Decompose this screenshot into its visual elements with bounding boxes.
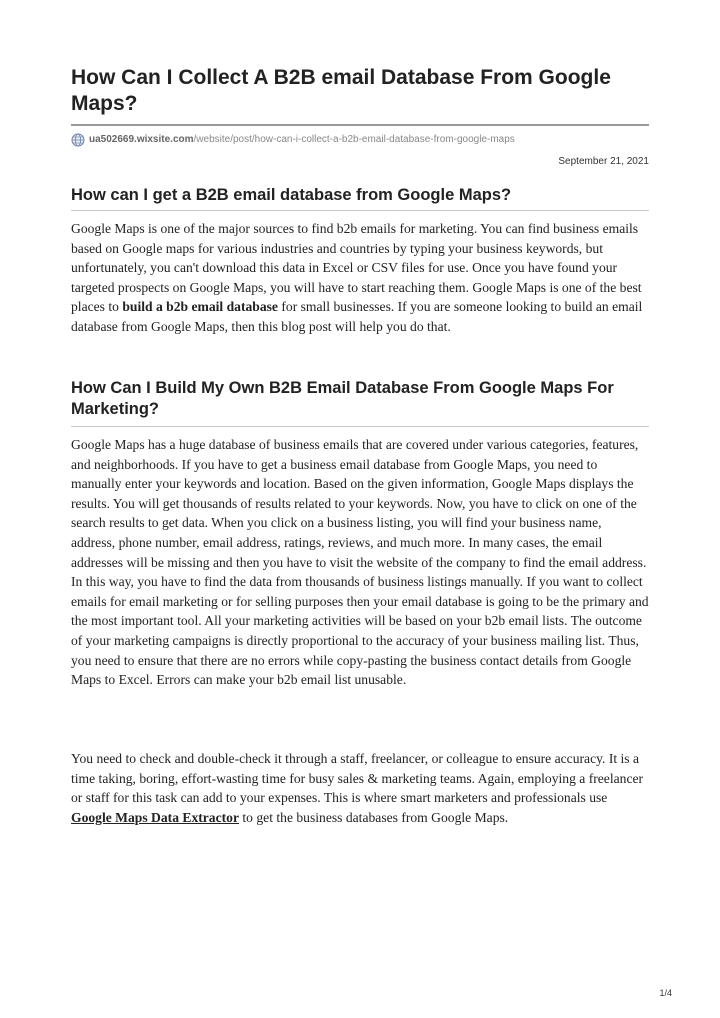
paragraph: Google Maps is one of the major sources to find b2b emails for marketing. You can find business emails based on Google maps for various industries and countries by typing your business keywords, but unfortunately, you can't download this data in Excel or CSV files for use. Once you have found your targeted prospects on Google Maps, you will have to start reaching them. Google Maps is one of the best places to build a b2b email database for small businesses. If you are someone looking to build an email database from Google Maps, then this blog post will help you do that. xyxy=(71,221,643,334)
source-domain[interactable]: ua502669.wixsite.com xyxy=(89,134,194,145)
paragraph: Google Maps has a huge database of business emails that are covered under various categories, features, and neighborhoods. If you have to get a business email database from Google Maps, you need to manually enter your keywords and location. Based on the given information, Google Maps displays the results. You will get thousands of results related to your keywords. Now, you have to click on one of the search results to get data. When you click on a business listing, you will find your business name, address, phone number, email address, ratings, reviews, and much more. In many cases, the email addresses will be missing and then you have to visit the website of the company to find the email address. In this way, you have to find the data from thousands of business listings manually. If you want to collect emails for email marketing or for selling purposes then your email database is going to be the primary and the most important tool. All your marketing activities will be based on your b2b email lists. The outcome of your marketing campaigns is directly proportional to the accuracy of your business mailing list. Thus, you need to ensure that there are no errors while copy-pasting the business contact details from Google Maps to Excel. Errors can make your b2b email list unusable. xyxy=(71,437,649,688)
source-path[interactable]: /website/post/how-can-i-collect-a-b2b-email-database-from-google-maps xyxy=(193,134,515,145)
section-divider xyxy=(71,210,649,211)
page-title: How Can I Collect A B2B email Database From Google Maps? xyxy=(71,66,611,115)
section-divider xyxy=(71,426,649,427)
paragraph: You need to check and double-check it through a staff, freelancer, or colleague to ensure accuracy. It is a time taking, boring, effort-wasting time for busy sales & marketing teams. Again, employing a freelancer or staff for this task can add to your expenses. This is where smart marketers and professionals use Google Maps Data Extractor to get the business databases from Google Maps. xyxy=(71,751,644,825)
section-heading: How Can I Build My Own B2B Email Database From Google Maps For Marketing? xyxy=(71,379,614,418)
globe-icon xyxy=(71,133,85,147)
bold-phrase: build a b2b email database xyxy=(122,299,278,315)
page-indicator: 1/4 xyxy=(659,988,672,998)
publish-date: September 21, 2021 xyxy=(558,156,649,167)
section-heading: How can I get a B2B email database from Google Maps? xyxy=(71,186,512,204)
source-url[interactable] xyxy=(71,132,515,148)
title-divider xyxy=(71,124,649,126)
extractor-link[interactable]: Google Maps Data Extractor xyxy=(71,809,239,825)
